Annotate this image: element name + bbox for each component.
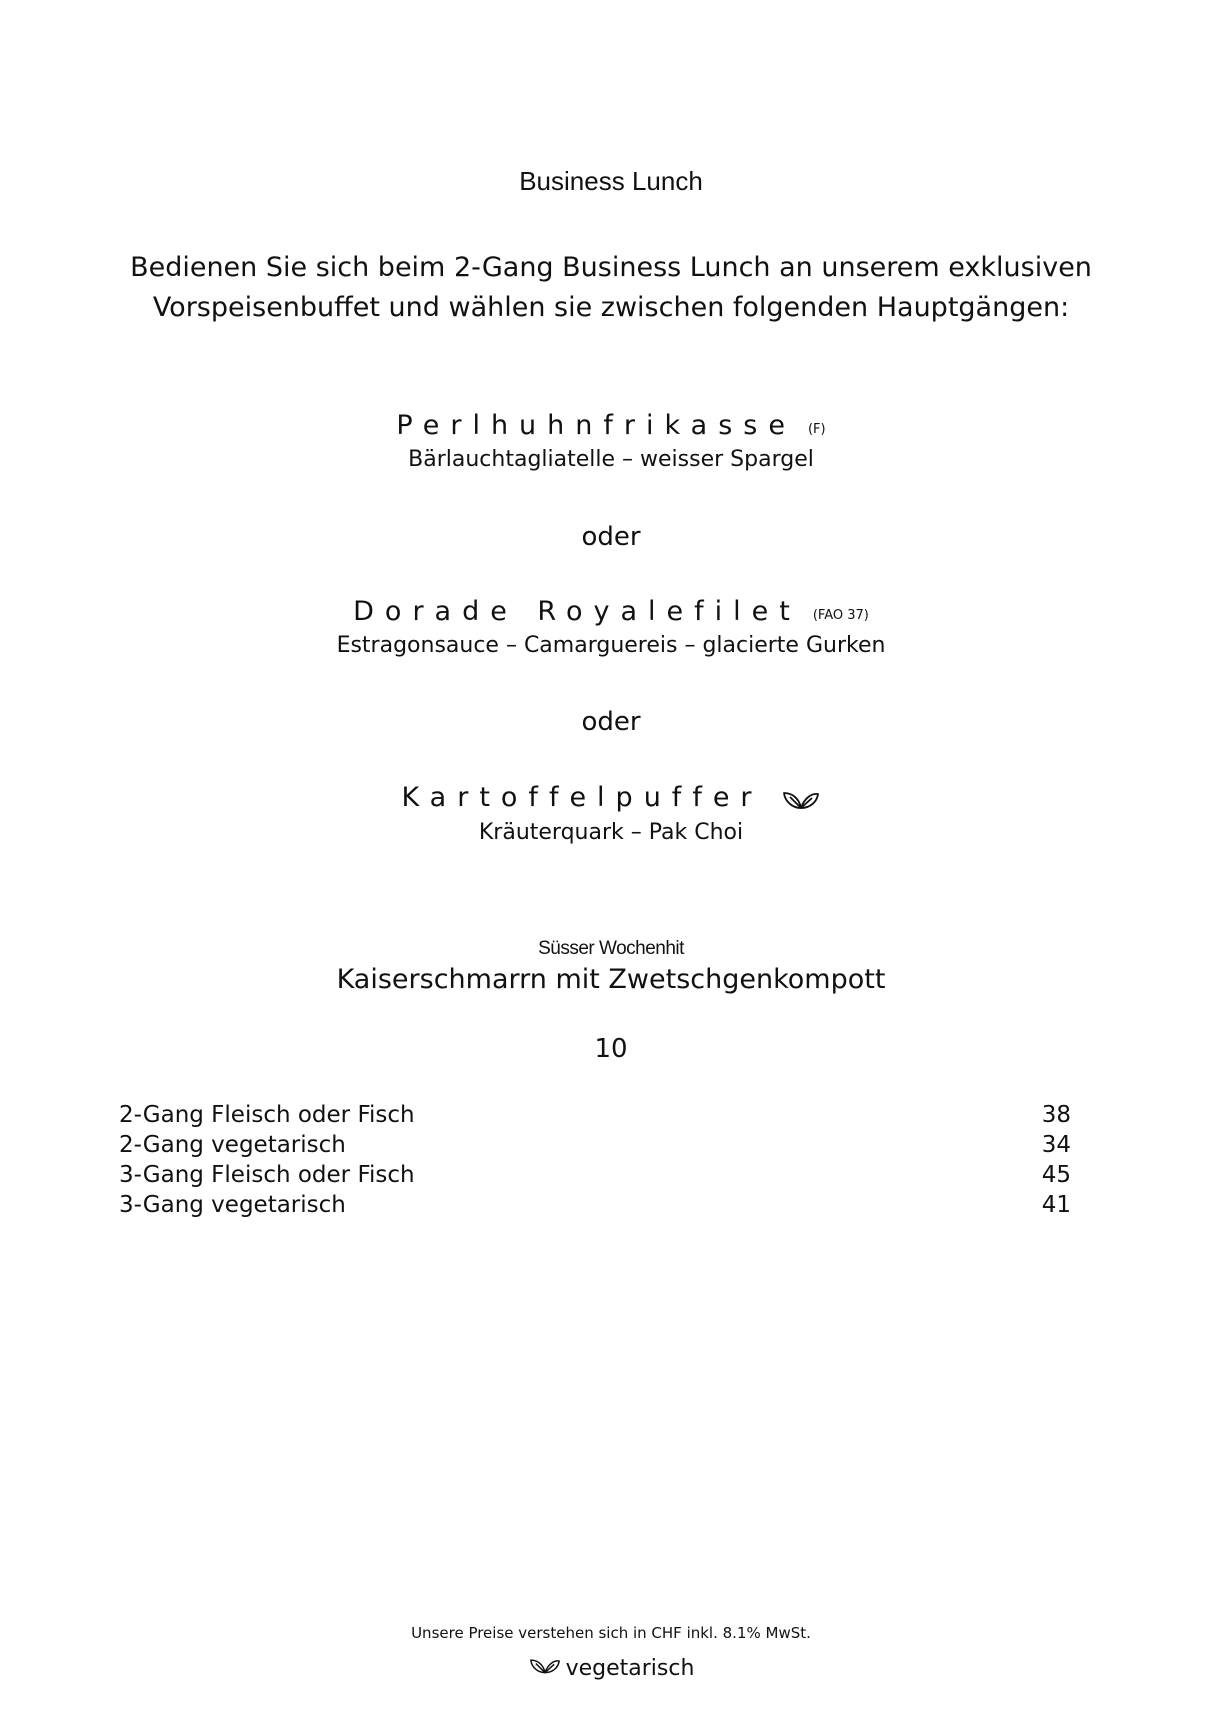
price-value: 45 bbox=[1041, 1162, 1071, 1188]
dessert-name: Kaiserschmarrn mit Zwetschgenkompott bbox=[336, 964, 886, 995]
price-row bbox=[119, 1190, 1071, 1220]
separator-oder-2: oder bbox=[581, 707, 641, 737]
intro-text bbox=[0, 248, 1222, 328]
separator-oder-1: oder bbox=[581, 522, 641, 552]
dish-name: Dorade Royalefilet bbox=[353, 596, 801, 627]
price-note: Unsere Preise verstehen sich in CHF inkl. 8.1% MwSt. bbox=[411, 1624, 811, 1642]
dish-name: Kartoffelpuffer bbox=[401, 782, 763, 813]
vegetarian-leaf-icon bbox=[781, 788, 821, 816]
menu-title: Business Lunch bbox=[519, 166, 703, 196]
dish-description: Bärlauchtagliatelle – weisser Spargel bbox=[408, 447, 814, 472]
dish-name-line bbox=[0, 782, 1222, 816]
dish-name-line bbox=[0, 410, 1222, 441]
price-label: 3-Gang vegetarisch bbox=[119, 1192, 346, 1218]
dessert-label: Süsser Wochenhit bbox=[538, 938, 684, 959]
price-row bbox=[119, 1160, 1071, 1190]
dish-name-line bbox=[0, 596, 1222, 627]
dish-2 bbox=[0, 596, 1222, 658]
legend bbox=[0, 1656, 1222, 1682]
price-value: 41 bbox=[1041, 1192, 1071, 1218]
intro-line-2: Vorspeisenbuffet und wählen sie zwischen folgenden Hauptgängen: bbox=[152, 292, 1070, 323]
price-label: 3-Gang Fleisch oder Fisch bbox=[119, 1162, 415, 1188]
price-row bbox=[119, 1100, 1071, 1130]
dessert-price: 10 bbox=[594, 1034, 628, 1064]
dish-tag: (F) bbox=[807, 422, 826, 437]
vegetarian-leaf-icon bbox=[528, 1656, 562, 1682]
price-list bbox=[119, 1100, 1071, 1220]
dish-description: Estragonsauce – Camarguereis – glacierte Gurken bbox=[336, 633, 886, 658]
legend-label: vegetarisch bbox=[565, 1656, 695, 1681]
dish-3 bbox=[0, 782, 1222, 845]
dish-name: Perlhuhnfrikasse bbox=[396, 410, 796, 441]
price-value: 34 bbox=[1041, 1132, 1071, 1158]
price-value: 38 bbox=[1041, 1102, 1071, 1128]
price-label: 2-Gang vegetarisch bbox=[119, 1132, 346, 1158]
price-label: 2-Gang Fleisch oder Fisch bbox=[119, 1102, 415, 1128]
dish-description: Kräuterquark – Pak Choi bbox=[478, 819, 744, 845]
dish-tag: (FAO 37) bbox=[812, 608, 869, 623]
dish-1 bbox=[0, 410, 1222, 472]
intro-line-1: Bedienen Sie sich beim 2-Gang Business Lunch an unserem exklusiven bbox=[130, 252, 1092, 283]
price-row bbox=[119, 1130, 1071, 1160]
